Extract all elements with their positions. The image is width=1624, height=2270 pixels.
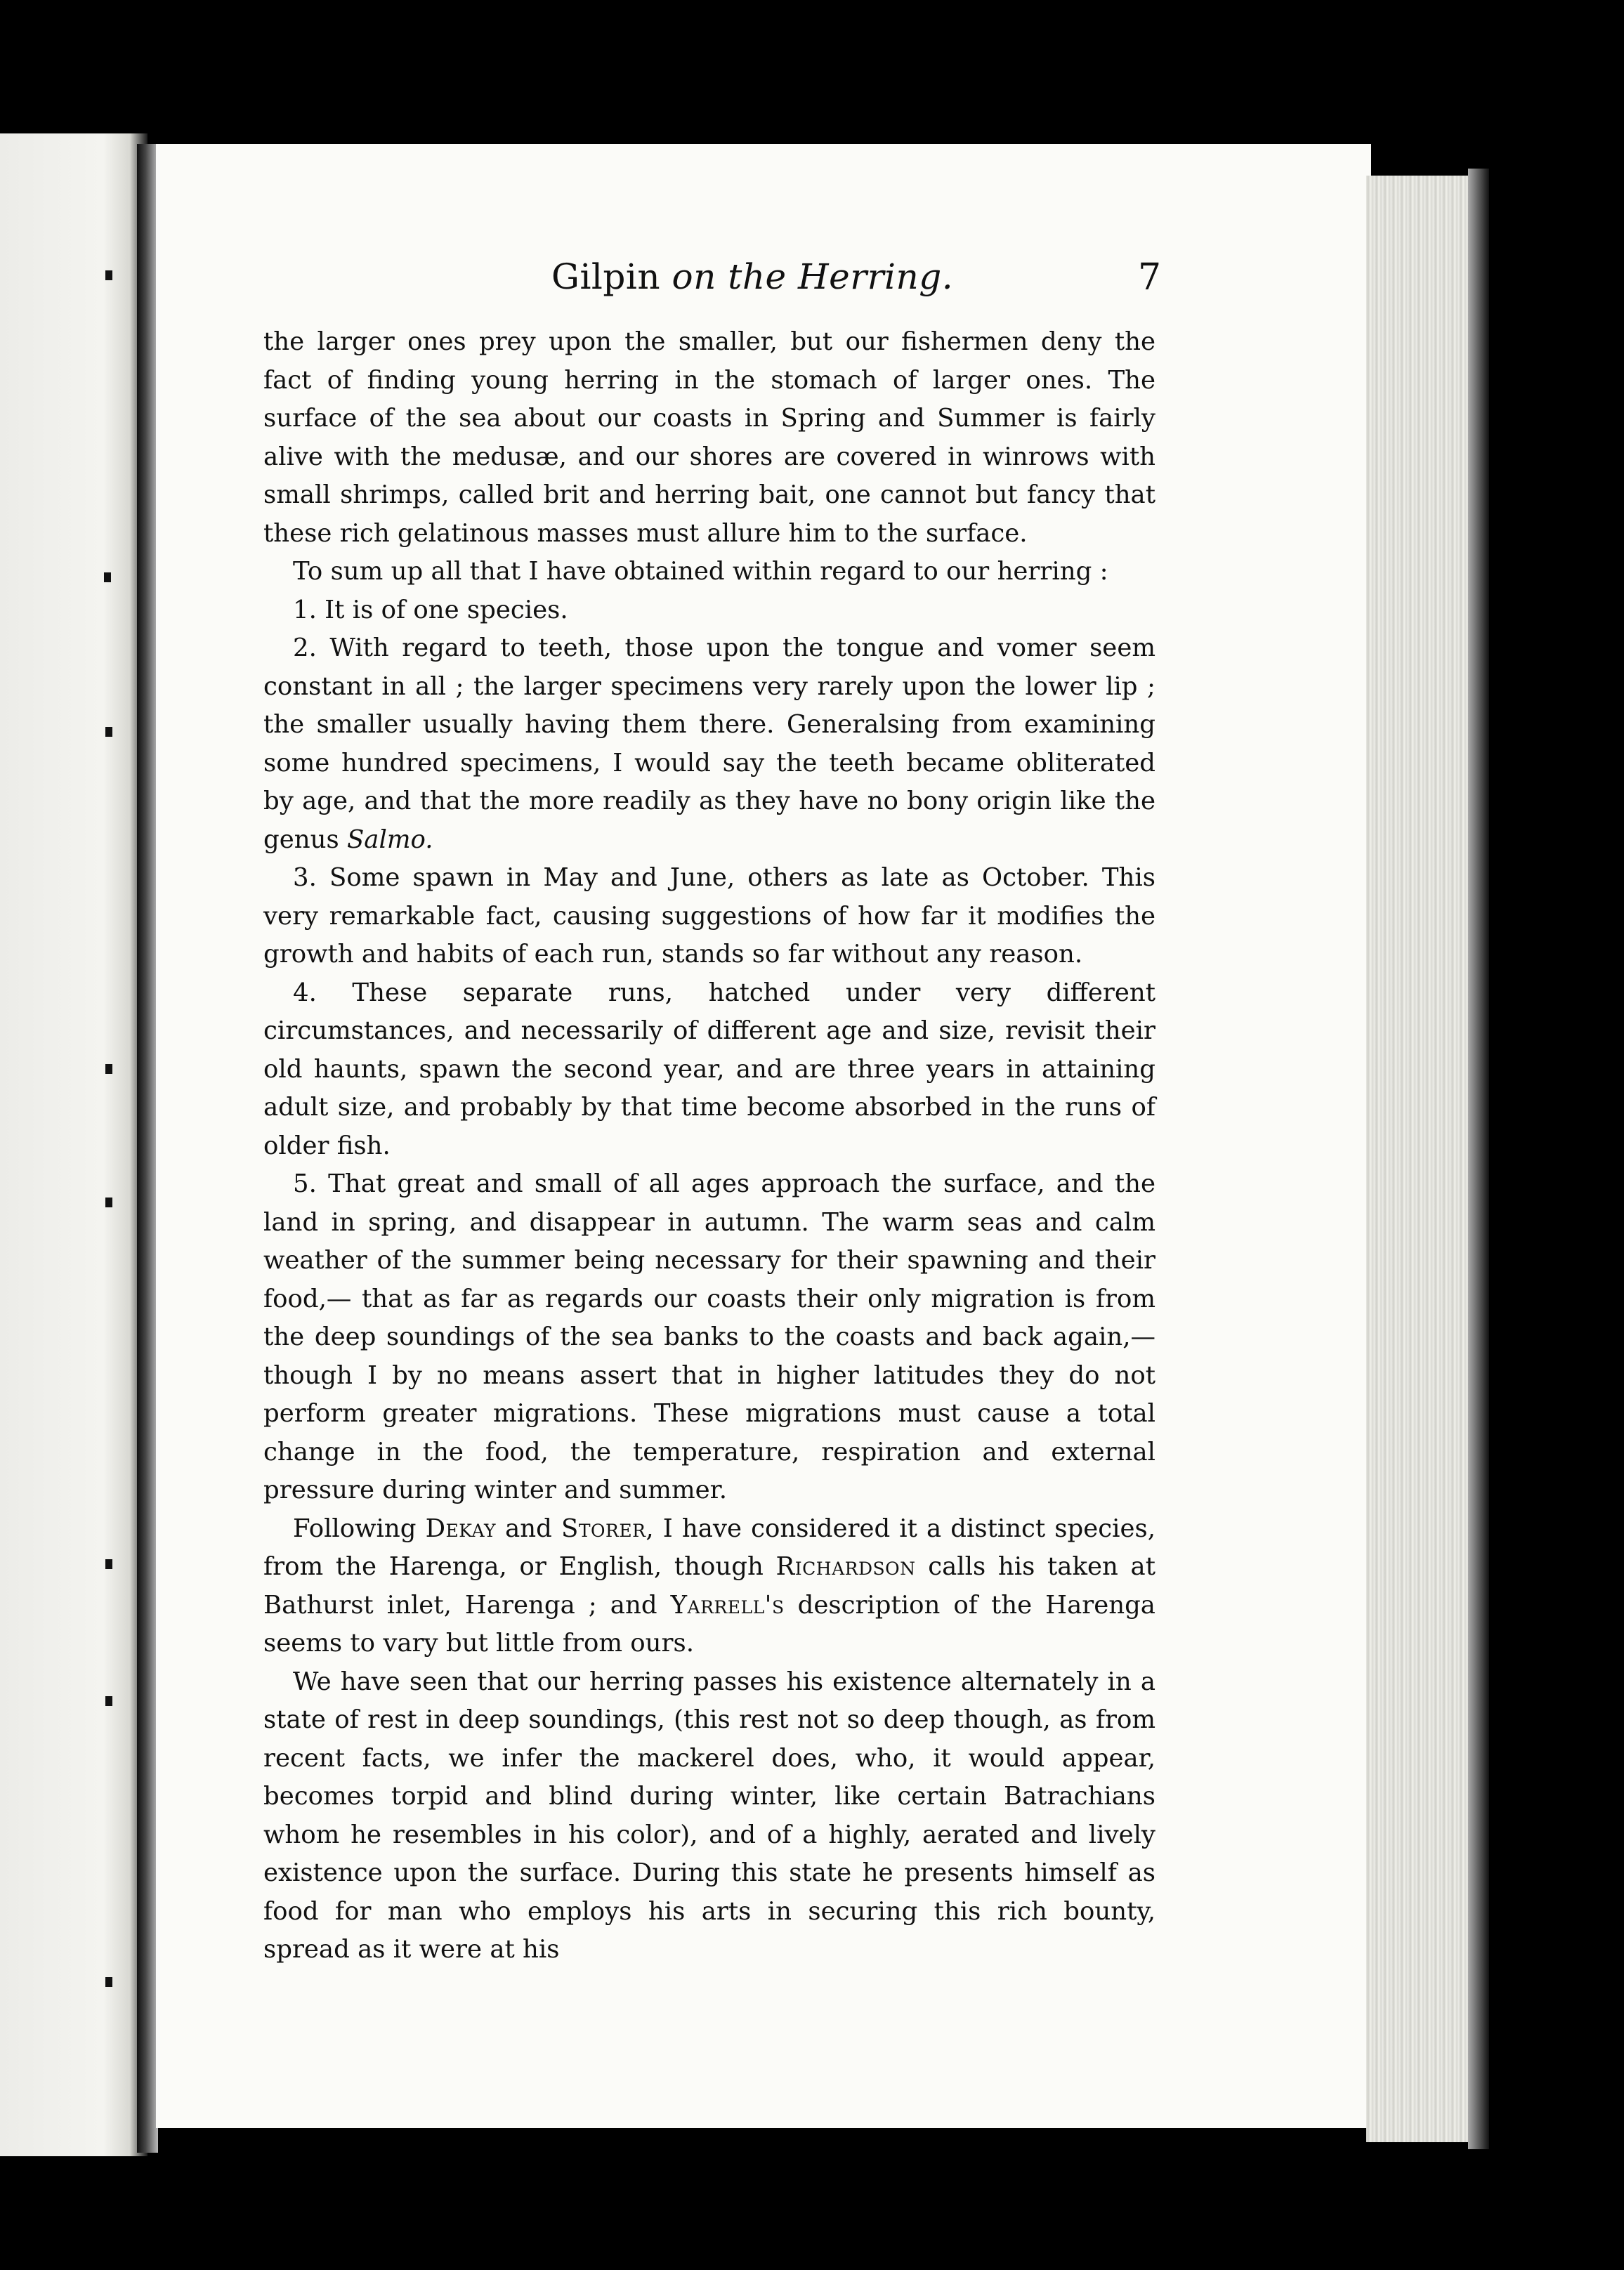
paragraph: To sum up all that I have obtained within regard to our herring :	[293, 557, 1108, 586]
author-name: Storer	[561, 1514, 646, 1543]
author-name: Richardson	[775, 1552, 916, 1581]
text-run: description of the Harenga seems to vary but little from ours.	[263, 1590, 1155, 1658]
text-run: , I have considered it a distinct species, from the Harenga, or English, though	[263, 1514, 1155, 1581]
list-item-text: 2. With regard to teeth, those upon the tongue and vomer seem constant in all ; the larger specimens very rarely upon the lower lip ; the smaller usually having them there. Generalsing from examining some hundred specimens, I would say the teeth became obliterated by age, and that the more readily as they have no bony origin like the genus	[263, 634, 1155, 854]
paragraph: We have seen that our herring passes his existence alternately in a state of rest in deep soundings, (this rest not so deep though, as from recent facts, we infer the mackerel does, who, it would appear, becomes torpid and blind during winter, like certain Batrachians whom he resembles in his color), and of a highly, aerated and lively existence upon the surface. During this state he presents himself as food for man who employs his arts in securing this rich bounty, spread as it were at his	[263, 1667, 1155, 1964]
margin-mark	[105, 1977, 112, 1987]
margin-mark	[105, 1696, 112, 1706]
margin-mark	[105, 1064, 112, 1074]
margin-mark	[105, 270, 112, 280]
list-item: 1. It is of one species.	[293, 595, 568, 624]
paragraph: the larger ones prey upon the smaller, but our fishermen deny the fact of finding young herring in the stomach of larger ones. The surface of the sea about our coasts in Spring and Summer is fairly alive with the medusæ, and our shores are covered in winrows with small shrimps, called brit and herring bait, one cannot but fancy that these rich gelatinous masses must allure him to the surface.	[263, 327, 1155, 548]
page-number: 7	[1138, 256, 1162, 298]
running-head-title: on the Herring.	[672, 256, 954, 297]
margin-mark	[104, 572, 111, 582]
margin-mark	[105, 727, 112, 737]
list-item: 5. That great and small of all ages approach the surface, and the land in spring, and disappear in autumn. The warm seas and calm weather of the summer being necessary for their spawning and their food,— that as far as regards our coasts their only migration is from the deep soundings of the sea banks to the coasts and back again,—though I by no means assert that in higher latitudes they do not perform greater migrations. These migrations must cause a total change in the food, the temperature, respiration and external pressure during winter and summer.	[263, 1169, 1155, 1504]
page-fore-edge	[1366, 176, 1482, 2142]
margin-mark	[105, 1559, 112, 1569]
page-edge-shadow	[1468, 169, 1489, 2149]
genus-name: Salmo.	[346, 825, 433, 854]
list-item: 3. Some spawn in May and June, others as late as October. This very remarkable fact, causing suggestions of how far it modifies the growth and habits of each run, stands so far without any reason.	[263, 863, 1155, 969]
paragraph	[263, 1510, 1155, 1663]
book-gutter	[137, 144, 158, 2153]
text-run: and	[505, 1514, 552, 1543]
author-name: Yarrell's	[670, 1590, 785, 1620]
running-head-author: Gilpin	[551, 256, 661, 297]
text-run: Following	[293, 1514, 417, 1543]
list-item	[263, 629, 1155, 859]
body-text	[263, 323, 1155, 1969]
page-header	[267, 256, 1180, 313]
running-head	[551, 256, 953, 297]
author-name: Dekay	[425, 1514, 497, 1543]
margin-mark	[105, 1198, 112, 1207]
text-run: calls his taken at Bathurst inlet, Harenga ; and	[263, 1552, 1155, 1620]
facing-page-edge	[0, 133, 148, 2156]
list-item: 4. These separate runs, hatched under very different circumstances, and necessarily of different age and size, revisit their old haunts, spawn the second year, and are three years in attaining adult size, and probably by that time become absorbed in the runs of older fish.	[263, 978, 1155, 1160]
